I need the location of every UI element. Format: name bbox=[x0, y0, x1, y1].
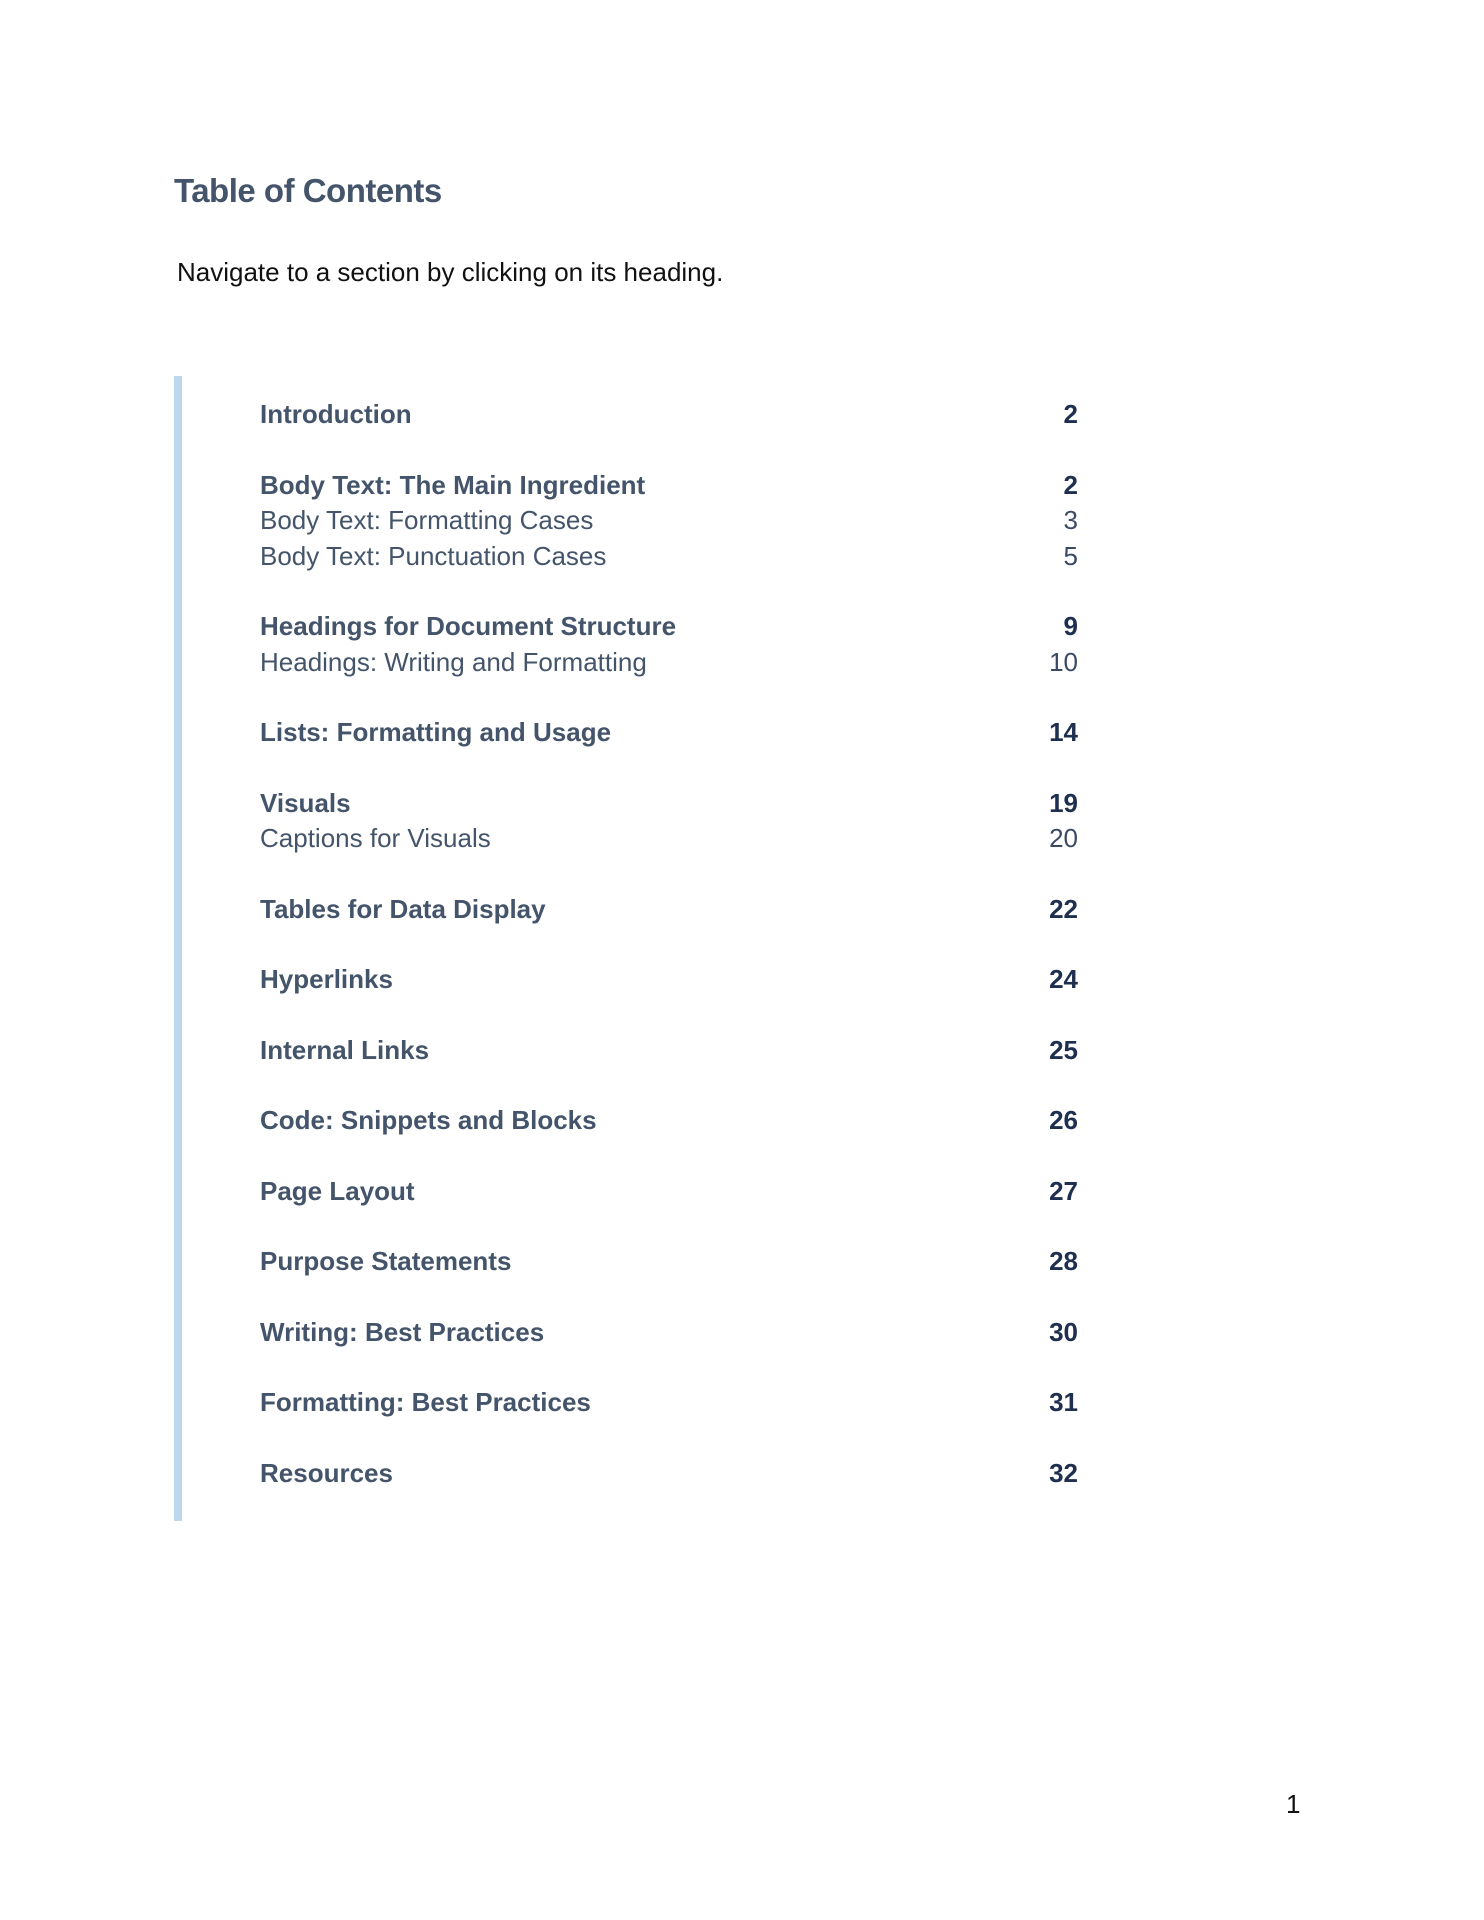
toc-entry-page: 32 bbox=[1049, 1457, 1078, 1488]
toc-entry-label: Internal Links bbox=[260, 1034, 430, 1065]
toc-entry-label: Hyperlinks bbox=[260, 964, 393, 994]
toc-group bbox=[260, 715, 1078, 751]
toc-entry[interactable] bbox=[260, 1244, 1078, 1280]
toc-entry-page: 2 bbox=[1063, 399, 1078, 429]
toc-accent-bar bbox=[174, 376, 182, 1521]
toc-entry-label: Introduction bbox=[260, 399, 412, 429]
toc-entry[interactable] bbox=[260, 1033, 1078, 1069]
toc-entry-label: Headings for Document Structure bbox=[260, 611, 677, 641]
toc-entry-label: Lists: Formatting and Usage bbox=[260, 717, 612, 747]
toc-entry-page: 27 bbox=[1049, 1175, 1078, 1206]
toc-entry-label: Headings: Writing and Formatting bbox=[260, 646, 647, 677]
toc-entry[interactable] bbox=[260, 892, 1078, 928]
toc-group bbox=[260, 1033, 1078, 1069]
toc-group bbox=[260, 468, 1078, 575]
toc-entry-page: 5 bbox=[1063, 540, 1078, 571]
toc-entry-page: 9 bbox=[1063, 611, 1078, 641]
toc-entry-label: Resources bbox=[260, 1457, 393, 1488]
toc-entry-page: 14 bbox=[1049, 717, 1078, 747]
toc-entry[interactable] bbox=[260, 1456, 1078, 1492]
toc-entry-page: 26 bbox=[1049, 1105, 1078, 1135]
toc-entry[interactable] bbox=[260, 715, 1078, 751]
toc-entry-page: 20 bbox=[1049, 823, 1078, 853]
toc-entry[interactable] bbox=[260, 1103, 1078, 1139]
toc-entry-label: Tables for Data Display bbox=[260, 893, 546, 924]
toc-entry-page: 25 bbox=[1049, 1034, 1078, 1065]
toc-entry-label: Page Layout bbox=[260, 1175, 415, 1206]
toc-entry[interactable] bbox=[260, 1385, 1078, 1421]
toc-entry[interactable] bbox=[260, 397, 1078, 433]
toc-entry-label: Captions for Visuals bbox=[260, 823, 491, 853]
toc-group bbox=[260, 892, 1078, 928]
toc-entry-page: 10 bbox=[1049, 646, 1078, 677]
toc-group bbox=[260, 1103, 1078, 1139]
intro-text: Navigate to a section by clicking on its heading. bbox=[177, 257, 724, 287]
table-of-contents bbox=[260, 397, 1078, 1526]
toc-entry-label: Writing: Best Practices bbox=[260, 1316, 545, 1347]
toc-entry-page: 2 bbox=[1063, 469, 1078, 500]
toc-entry-page: 22 bbox=[1049, 893, 1078, 924]
toc-entry-label: Purpose Statements bbox=[260, 1246, 512, 1276]
toc-subentry[interactable] bbox=[260, 821, 1078, 857]
toc-entry-label: Body Text: Punctuation Cases bbox=[260, 540, 607, 571]
toc-group bbox=[260, 397, 1078, 433]
toc-entry[interactable] bbox=[260, 786, 1078, 822]
page-number: 1 bbox=[1286, 1789, 1301, 1819]
toc-subentry[interactable] bbox=[260, 645, 1078, 681]
toc-entry[interactable] bbox=[260, 1315, 1078, 1351]
toc-entry-label: Visuals bbox=[260, 787, 351, 818]
toc-group bbox=[260, 1385, 1078, 1421]
toc-entry-page: 19 bbox=[1049, 787, 1078, 818]
toc-entry-page: 24 bbox=[1049, 964, 1078, 994]
toc-entry-label: Code: Snippets and Blocks bbox=[260, 1105, 597, 1135]
toc-entry-page: 30 bbox=[1049, 1316, 1078, 1347]
toc-group bbox=[260, 962, 1078, 998]
toc-entry[interactable] bbox=[260, 1174, 1078, 1210]
toc-entry-label: Body Text: Formatting Cases bbox=[260, 505, 594, 535]
toc-entry[interactable] bbox=[260, 609, 1078, 645]
toc-group bbox=[260, 1315, 1078, 1351]
toc-entry-page: 31 bbox=[1049, 1387, 1078, 1417]
toc-entry-label: Body Text: The Main Ingredient bbox=[260, 469, 646, 500]
toc-group bbox=[260, 609, 1078, 680]
toc-group bbox=[260, 1174, 1078, 1210]
toc-group bbox=[260, 1244, 1078, 1280]
toc-subentry[interactable] bbox=[260, 539, 1078, 575]
toc-entry-page: 28 bbox=[1049, 1246, 1078, 1276]
toc-group bbox=[260, 1456, 1078, 1492]
page-title: Table of Contents bbox=[174, 172, 442, 209]
toc-group bbox=[260, 786, 1078, 857]
toc-entry-label: Formatting: Best Practices bbox=[260, 1387, 591, 1417]
toc-entry[interactable] bbox=[260, 468, 1078, 504]
toc-entry-page: 3 bbox=[1063, 505, 1078, 535]
toc-subentry[interactable] bbox=[260, 503, 1078, 539]
toc-entry[interactable] bbox=[260, 962, 1078, 998]
